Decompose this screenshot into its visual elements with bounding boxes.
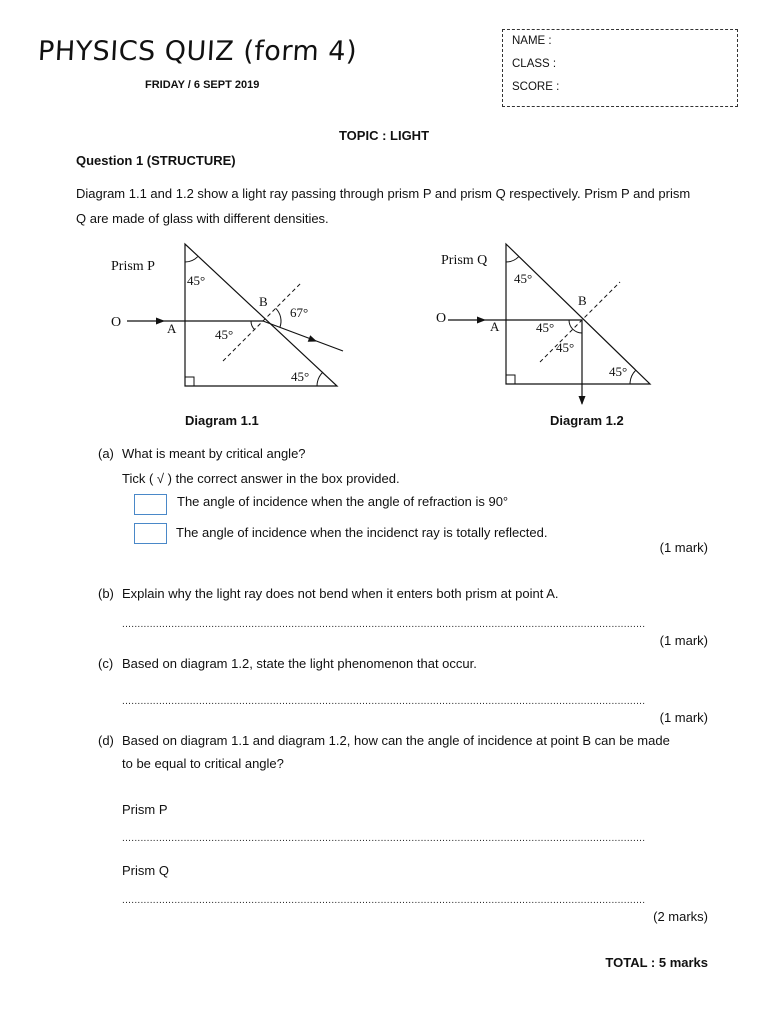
part-d-prism-p-answer-line[interactable]: .......................................................................................................................................................................... (122, 834, 646, 844)
refraction-angle-arc (276, 308, 281, 327)
class-field: CLASS : (512, 58, 557, 70)
quiz-title: PHYSICS QUIZ (form 4) (37, 36, 358, 67)
base-angle-label: 45° (609, 364, 628, 379)
diagram-prism-q (426, 238, 666, 410)
part-d-prism-p-label: Prism P (122, 802, 168, 817)
part-d-question-line-1: Based on diagram 1.1 and diagram 1.2, how can the angle of incidence at point B can be made (122, 733, 670, 748)
point-b-label: B (259, 294, 268, 309)
part-c-question: Based on diagram 1.2, state the light phenomenon that occur. (122, 656, 477, 671)
part-d-prism-q-answer-line[interactable]: .......................................................................................................................................................................... (122, 896, 646, 906)
prism-q-shape (506, 244, 650, 384)
part-c-answer-line[interactable]: .......................................................................................................................................................................... (122, 697, 646, 707)
topic-heading: TOPIC : LIGHT (338, 128, 430, 143)
right-angle-marker (185, 377, 194, 386)
diagram-1-caption: Diagram 1.1 (185, 413, 259, 428)
score-field: SCORE : (512, 81, 560, 93)
refracted-arrow (308, 335, 317, 342)
prism-p-shape (185, 244, 337, 386)
part-a-marks: (1 mark) (659, 540, 708, 555)
reflected-arrow (579, 396, 586, 405)
part-c-label: (c) (98, 656, 114, 671)
incidence-angle-arc (251, 321, 255, 330)
part-b-answer-line[interactable]: .......................................................................................................................................................................... (122, 620, 646, 630)
point-a-label: A (490, 319, 500, 334)
reflection-angle-arc (573, 329, 582, 333)
right-angle-marker (506, 375, 515, 384)
point-o-label: O (111, 315, 122, 330)
question-intro: Diagram 1.1 and 1.2 show a light ray passing through prism P and prism Q respectively. Prism P and prism Q are made of glass with different densities. (76, 186, 691, 226)
quiz-date: FRIDAY / 6 SEPT 2019 (145, 79, 260, 91)
total-marks: TOTAL : 5 marks (605, 955, 708, 970)
student-info-box (502, 29, 738, 107)
part-b-marks: (1 mark) (659, 633, 708, 648)
part-c-marks: (1 mark) (659, 710, 708, 725)
top-angle-label: 45° (187, 273, 206, 288)
tick-box-option-2[interactable] (134, 523, 167, 544)
part-a-label: (a) (98, 446, 114, 461)
incidence-angle-label: 45° (536, 320, 555, 335)
base-angle-arc (630, 370, 636, 384)
part-a-instruction: Tick ( √ ) the correct answer in the box provided. (122, 471, 400, 486)
point-b-label: B (578, 293, 587, 308)
part-d-question-line-2: to be equal to critical angle? (122, 756, 284, 771)
part-a-question: What is meant by critical angle? (122, 446, 306, 461)
option-2-text: The angle of incidence when the incidenct ray is totally reflected. (176, 525, 548, 540)
incident-arrow (477, 317, 486, 324)
part-b-label: (b) (98, 586, 114, 601)
part-d-marks: (2 marks) (653, 909, 708, 924)
part-b-question: Explain why the light ray does not bend when it enters both prism at point A. (122, 586, 559, 601)
prism-q-label: Prism Q (441, 253, 488, 268)
base-angle-arc (317, 372, 323, 386)
base-angle-label: 45° (291, 369, 310, 384)
prism-p-label: Prism P (111, 259, 155, 274)
top-angle-arc (506, 257, 519, 262)
diagram-prism-p (105, 238, 350, 410)
incident-arrow (156, 318, 165, 325)
refracted-ray (263, 321, 343, 351)
part-d-prism-q-label: Prism Q (122, 863, 169, 878)
top-angle-arc (185, 257, 198, 262)
option-1-text: The angle of incidence when the angle of refraction is 90° (177, 494, 509, 509)
incidence-angle-label: 45° (215, 327, 234, 342)
diagram-2-caption: Diagram 1.2 (550, 413, 624, 428)
point-o-label: O (436, 311, 447, 326)
incidence-angle-arc (569, 320, 573, 329)
top-angle-label: 45° (514, 271, 533, 286)
question-heading: Question 1 (STRUCTURE) (76, 153, 236, 168)
reflect-angle-label: 45° (556, 340, 575, 355)
name-field: NAME : (512, 35, 552, 47)
tick-box-option-1[interactable] (134, 494, 167, 515)
point-a-label: A (167, 321, 177, 336)
refract-angle-label: 67° (290, 305, 309, 320)
part-d-label: (d) (98, 733, 114, 748)
